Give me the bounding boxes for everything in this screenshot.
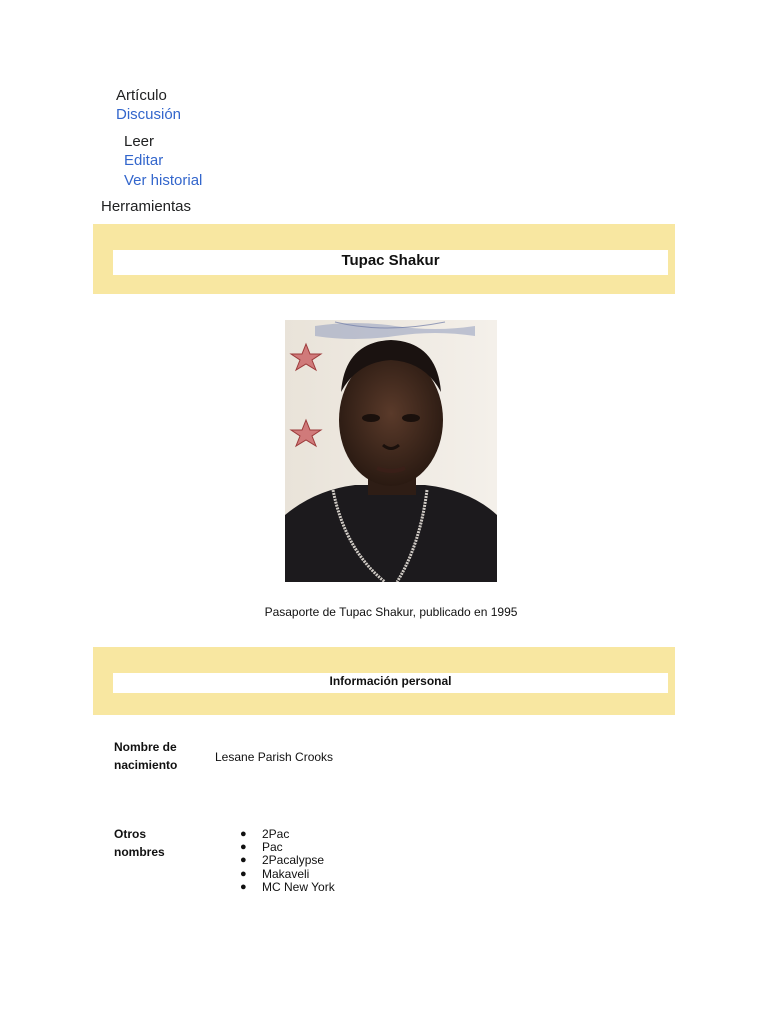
tools-menu[interactable]: Herramientas	[101, 198, 192, 215]
tab-article[interactable]: Artículo	[116, 87, 167, 104]
section-header-band	[93, 647, 675, 715]
list-item: ● Pac	[240, 840, 283, 855]
birth-name-label: Nombre de nacimiento	[114, 740, 178, 772]
list-item: ● Makaveli	[240, 866, 310, 881]
tab-edit[interactable]: Editar	[124, 152, 164, 169]
other-names-label: Otros nombres	[114, 827, 165, 859]
tab-discussion[interactable]: Discusión	[116, 106, 182, 123]
list-item: ● 2Pacalypse	[240, 853, 325, 868]
tab-history[interactable]: Ver historial	[124, 172, 203, 189]
infobox-title: Tupac Shakur	[113, 250, 668, 275]
section-header: Información personal	[113, 673, 668, 693]
passport-photo	[285, 320, 497, 582]
birth-name-value: Lesane Parish Crooks	[215, 750, 334, 764]
tab-read[interactable]: Leer	[124, 133, 155, 150]
image-caption: Pasaporte de Tupac Shakur, publicado en 1995	[264, 605, 518, 619]
list-item: ● 2Pac	[240, 827, 290, 841]
list-item: ● MC New York	[240, 879, 335, 894]
infobox-title-band	[93, 224, 675, 294]
other-names-list	[229, 828, 335, 894]
